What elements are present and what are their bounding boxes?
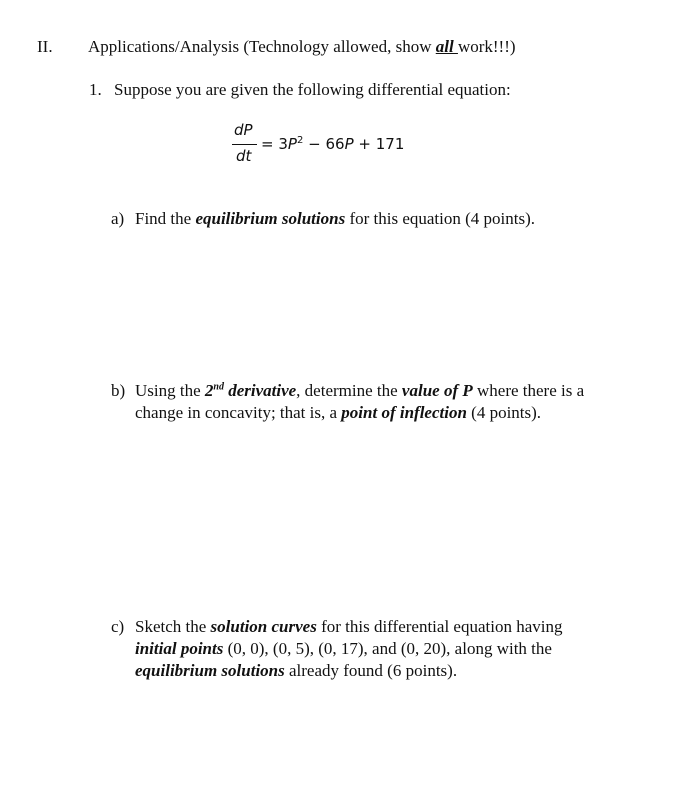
equation-denominator: dt [236,147,252,165]
equation-coef2: 66 [325,135,345,153]
part-c-line3-b1: equilibrium solutions [135,661,285,680]
part-a-label: a) [111,209,125,228]
equation-minus: − [308,135,321,153]
part-c-label: c) [111,617,125,636]
section-title-emphasis: all [435,37,458,56]
equation-numerator: dP [234,121,253,139]
equation-constant: 171 [375,135,405,153]
part-c-b1: solution curves [210,617,317,636]
equation-coef1: 3 [278,135,288,153]
part-c-line3 [135,660,457,682]
part-b-t1: Using the [135,381,205,400]
equation-rhs [261,135,404,153]
part-b-label: b) [111,381,126,400]
part-b-line2-b1: point of inflection [341,403,467,422]
part-c-line2-b1: initial points [135,639,224,658]
part-b-t2: , determine the [296,381,402,400]
part-c-line1 [135,616,562,638]
part-c-t2: for this differential equation having [316,617,563,636]
equation-var2: P [344,135,354,153]
part-b-b2: derivative [223,381,297,400]
part-b-line1 [135,380,584,402]
part-a-text [135,208,535,230]
equation-plus: + [358,135,371,153]
part-b-line2 [135,402,541,424]
part-b-sup1: nd [213,381,224,393]
part-b-b3: value of P [401,381,473,400]
equation-var1: P [287,135,297,153]
section-title [88,36,516,58]
part-b-b1: 2 [204,381,214,400]
part-a-t1: Find the [135,209,196,228]
problem-intro: Suppose you are given the following differential equation: [114,80,511,99]
equation-equals: = [261,135,274,153]
part-a-b1: equilibrium solutions [195,209,346,228]
problem-number: 1. [89,80,102,99]
part-c-line2 [135,638,552,660]
part-b-t3: where there is a [472,381,585,400]
part-a-t2: for this equation (4 points). [345,209,536,228]
section-numeral: II. [37,37,53,56]
part-c-line3-t1: already found (6 points). [284,661,458,680]
section-title-prefix: Applications/Analysis (Technology allowed, show [88,37,436,56]
part-b-line2-t1: change in concavity; that is, a [135,403,342,422]
equation-fraction-bar [232,144,257,145]
section-title-suffix: work!!!) [457,37,516,56]
part-b-line2-t2: (4 points). [466,403,542,422]
part-c-t1: Sketch the [135,617,211,636]
part-c-line2-t1: (0, 0), (0, 5), (0, 17), and (0, 20), along with the [223,639,552,658]
equation-exponent: 2 [296,135,304,146]
